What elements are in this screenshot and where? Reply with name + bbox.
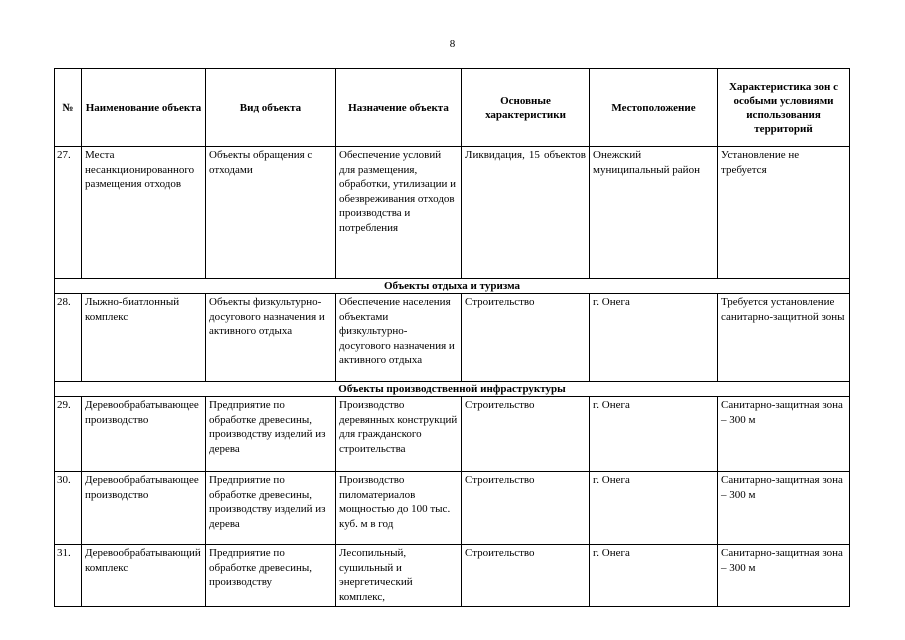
table-row: [55, 545, 850, 607]
row-number: 27.: [55, 147, 82, 279]
object-zones: Санитарно-защитная зона – 300 м: [718, 472, 850, 545]
header-location: Местоположение: [590, 69, 718, 147]
object-location: Онежский муниципальный район: [590, 147, 718, 279]
object-characteristics: Строительство: [462, 294, 590, 382]
header-type: Вид объекта: [206, 69, 336, 147]
table-header-row: [55, 69, 850, 147]
object-purpose: Производство деревянных конструкций для гражданского строительства: [336, 397, 462, 472]
section-title: Объекты производственной инфраструктуры: [55, 382, 850, 397]
row-number: 29.: [55, 397, 82, 472]
page-number: 8: [449, 38, 456, 50]
object-name: Деревообрабатывающий комплекс: [82, 545, 206, 607]
header-zones: Характеристика зон с особыми условиями использования территорий: [718, 69, 850, 147]
object-name: Места несанкционированного размещения отходов: [82, 147, 206, 279]
object-name: Деревообрабатывающее производство: [82, 472, 206, 545]
object-name: Лыжно-биатлонный комплекс: [82, 294, 206, 382]
object-characteristics: Строительство: [462, 545, 590, 607]
object-location: г. Онега: [590, 294, 718, 382]
object-zones: Санитарно-защитная зона – 300 м: [718, 545, 850, 607]
object-type: Предприятие по обработке древесины, производству изделий из дерева: [206, 397, 336, 472]
objects-table: [54, 68, 850, 607]
header-name: Наименование объекта: [82, 69, 206, 147]
object-type: Объекты физкультурно-досугового назначения и активного отдыха: [206, 294, 336, 382]
header-purpose: Назначение объекта: [336, 69, 462, 147]
table-row: [55, 397, 850, 472]
object-characteristics: Строительство: [462, 397, 590, 472]
object-purpose: Производство пиломатериалов мощностью до 100 тыс. куб. м в год: [336, 472, 462, 545]
section-title: Объекты отдыха и туризма: [55, 279, 850, 294]
table-row: [55, 147, 850, 279]
object-zones: Санитарно-защитная зона – 300 м: [718, 397, 850, 472]
object-zones: Требуется установление санитарно-защитной зоны: [718, 294, 850, 382]
section-row: [55, 279, 850, 294]
object-location: г. Онега: [590, 545, 718, 607]
table-row: [55, 294, 850, 382]
object-purpose: Лесопильный, сушильный и энергетический комплекс,: [336, 545, 462, 607]
object-location: г. Онега: [590, 472, 718, 545]
header-number: №: [55, 69, 82, 147]
object-zones: Установление не требуется: [718, 147, 850, 279]
object-type: Предприятие по обработке древесины, производству изделий из дерева: [206, 472, 336, 545]
object-purpose: Обеспечение условий для размещения, обработки, утилизации и обезвреживания отходов производства и потребления: [336, 147, 462, 279]
object-characteristics: Ликвидация, 15 объектов: [462, 147, 590, 279]
object-characteristics: Строительство: [462, 472, 590, 545]
row-number: 30.: [55, 472, 82, 545]
section-row: [55, 382, 850, 397]
object-purpose: Обеспечение населения объектами физкультурно-досугового назначения и активного отдыха: [336, 294, 462, 382]
row-number: 31.: [55, 545, 82, 607]
object-type: Объекты обращения с отходами: [206, 147, 336, 279]
header-characteristics: Основные характеристики: [462, 69, 590, 147]
row-number: 28.: [55, 294, 82, 382]
object-type: Предприятие по обработке древесины, производству: [206, 545, 336, 607]
table-row: [55, 472, 850, 545]
object-location: г. Онега: [590, 397, 718, 472]
object-name: Деревообрабатывающее производство: [82, 397, 206, 472]
